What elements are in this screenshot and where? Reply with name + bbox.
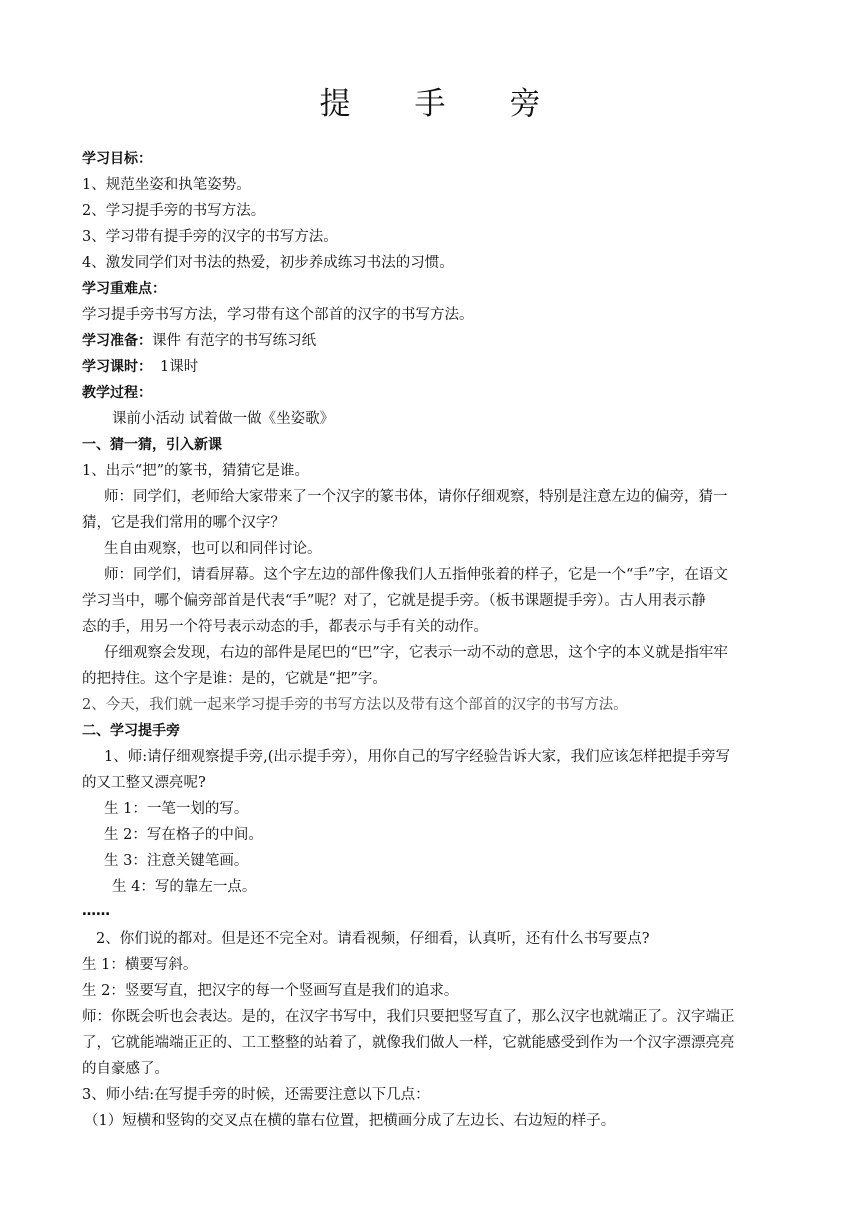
paragraph: 师：同学们，老师给大家带来了一个汉字的篆书体，请你仔细观察，特别是注意左边的偏旁，猜一 <box>104 489 728 505</box>
paragraph: 1、师:请仔细观察提手旁,(出示提手旁），用你自己的写字经验告诉大家，我们应该怎样把提手旁写 <box>104 749 731 765</box>
paragraph: 师：你既会听也会表达。是的，在汉字书写中，我们只要把竖写直了，那么汉字也就端正了。汉字端正 <box>82 1009 735 1025</box>
paragraph: 师：同学们，请看屏幕。这个字左边的部件像我们人五指伸张着的样子，它是一个“手”字，在语文 <box>104 567 728 583</box>
objective-item: 3、学习带有提手旁的汉字的书写方法。 <box>82 229 338 245</box>
title-char: 手 <box>414 86 446 122</box>
paragraph: 2、你们说的都对。但是还不完全对。请看视频，仔细看，认真听，还有什么书写要点? <box>96 931 650 947</box>
ellipsis: …… <box>82 903 110 919</box>
paragraph: 了，它就能端端正正的、工工整整的站着了，就像我们做人一样，它就能感受到作为一个汉字漂漂亮亮 <box>82 1035 735 1051</box>
dialog-line: 生 4：写的靠左一点。 <box>112 879 257 895</box>
title-char: 提 <box>319 86 351 122</box>
paragraph: 学习提手旁书写方法，学习带有这个部首的汉字的书写方法。 <box>82 307 474 323</box>
section-heading: 二、学习提手旁 <box>82 723 180 739</box>
title-char: 旁 <box>509 86 541 122</box>
paragraph: （1）短横和竖钩的交叉点在横的靠右位置，把横画分成了左边长、右边短的样子。 <box>84 1113 616 1129</box>
dialog-line: 生 1：一笔一划的写。 <box>104 801 249 817</box>
paragraph: 猜，它是我们常用的哪个汉字？ <box>82 515 285 531</box>
paragraph: 1、出示“把”的篆书，猜猜它是谁。 <box>82 463 310 479</box>
paragraph: 3、师小结:在写提手旁的时候，还需要注意以下几点： <box>82 1087 430 1103</box>
paragraph: 的把持住。这个字是谁：是的，它就是“把”字。 <box>82 671 387 687</box>
prep-label: 学习准备： <box>82 333 152 349</box>
section-heading: 学习重难点： <box>82 281 166 297</box>
dialog-line: 生 3：注意关键笔画。 <box>104 853 249 869</box>
prep-value: 课件 有范字的书写练习纸 <box>152 333 317 349</box>
section-heading: 学习目标： <box>82 151 152 167</box>
paragraph: 的又工整又漂亮呢? <box>82 775 206 791</box>
dialog-line: 生 2：写在格子的中间。 <box>104 827 263 843</box>
dialog-line: 生 1：横要写斜。 <box>82 957 198 973</box>
paragraph: 的自豪感了。 <box>82 1061 169 1077</box>
paragraph: 课前小活动 试着做一做《坐姿歌》 <box>112 411 335 427</box>
paragraph: 生自由观察，也可以和同伴讨论。 <box>104 541 322 557</box>
objective-item: 2、学习提手旁的书写方法。 <box>82 203 266 219</box>
period-label: 学习课时： <box>82 359 152 375</box>
period-value: 1课时 <box>160 359 199 375</box>
paragraph: 2、今天，我们就一起来学习提手旁的书写方法以及带有这个部首的汉字的书写方法。 <box>82 697 628 713</box>
paragraph: 仔细观察会发现，右边的部件是尾巴的“巴”字，它表示一动不动的意思，这个字的本义就是指牢牢 <box>104 645 728 661</box>
paragraph: 态的手，用另一个符号表示动态的手，都表示与手有关的动作。 <box>82 619 488 635</box>
objective-item: 4、激发同学们对书法的热爱，初步养成练习书法的习惯。 <box>82 255 454 271</box>
dialog-line: 生 2：竖要写直，把汉字的每一个竖画写直是我们的追求。 <box>82 983 459 999</box>
period-line <box>82 357 782 377</box>
page-title <box>0 84 860 124</box>
paragraph: 学习当中，哪个偏旁部首是代表“手”呢？对了，它就是提手旁。（板书课题提手旁）。古人用表示静 <box>82 593 706 609</box>
objective-item: 1、规范坐姿和执笔姿势。 <box>82 177 251 193</box>
section-heading: 教学过程： <box>82 385 152 401</box>
section-heading: 一、猜一猜，引入新课 <box>82 437 222 453</box>
prep-line <box>82 331 782 351</box>
